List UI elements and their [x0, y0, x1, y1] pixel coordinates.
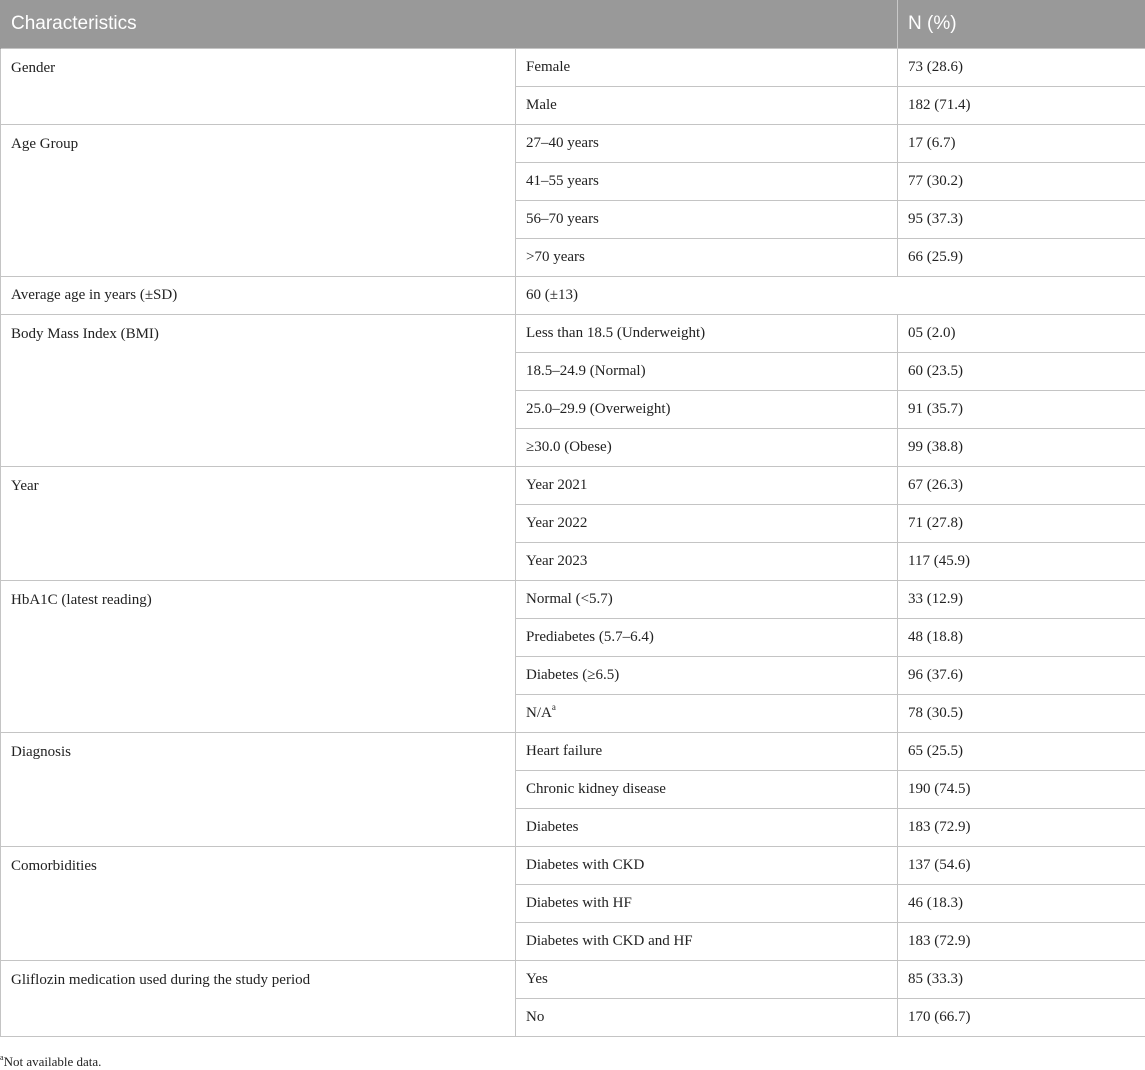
- value-cell: 78 (30.5): [898, 694, 1145, 732]
- subcategory-cell: Diabetes with HF: [516, 884, 898, 922]
- value-cell: 71 (27.8): [898, 504, 1145, 542]
- value-cell: 73 (28.6): [898, 48, 1145, 86]
- category-gliflozin: Gliflozin medication used during the study period: [1, 960, 516, 1036]
- subcategory-cell: Diabetes with CKD and HF: [516, 922, 898, 960]
- footnote-marker: a: [551, 702, 556, 712]
- value-cell: 85 (33.3): [898, 960, 1145, 998]
- value-cell: 170 (66.7): [898, 998, 1145, 1036]
- subcategory-cell: 41–55 years: [516, 162, 898, 200]
- table-row: [1, 314, 1145, 352]
- value-cell: 46 (18.3): [898, 884, 1145, 922]
- subcategory-cell: Year 2021: [516, 466, 898, 504]
- table-row: [1, 732, 1145, 770]
- category-diagnosis: Diagnosis: [1, 732, 516, 846]
- subcategory-cell: Year 2022: [516, 504, 898, 542]
- value-cell: 17 (6.7): [898, 124, 1145, 162]
- value-cell: 48 (18.8): [898, 618, 1145, 656]
- subcategory-cell: >70 years: [516, 238, 898, 276]
- value-cell: 95 (37.3): [898, 200, 1145, 238]
- table-row: [1, 846, 1145, 884]
- category-bmi: Body Mass Index (BMI): [1, 314, 516, 466]
- header-characteristics: Characteristics: [1, 0, 898, 48]
- subcategory-cell: 27–40 years: [516, 124, 898, 162]
- category-year: Year: [1, 466, 516, 580]
- category-comorbidities: Comorbidities: [1, 846, 516, 960]
- value-cell: 182 (71.4): [898, 86, 1145, 124]
- subcategory-cell: Male: [516, 86, 898, 124]
- value-cell: 96 (37.6): [898, 656, 1145, 694]
- value-cell: 183 (72.9): [898, 808, 1145, 846]
- subcategory-cell: No: [516, 998, 898, 1036]
- table-row: [1, 960, 1145, 998]
- na-label: N/A: [526, 705, 552, 721]
- value-cell: 33 (12.9): [898, 580, 1145, 618]
- category-age-group: Age Group: [1, 124, 516, 276]
- value-cell: 91 (35.7): [898, 390, 1145, 428]
- value-cell: 99 (38.8): [898, 428, 1145, 466]
- subcategory-cell: Less than 18.5 (Underweight): [516, 314, 898, 352]
- table-footnote: [0, 1054, 101, 1070]
- subcategory-cell: Female: [516, 48, 898, 86]
- subcategory-cell: ≥30.0 (Obese): [516, 428, 898, 466]
- footnote-text: Not available data.: [3, 1054, 102, 1069]
- table-row: [1, 48, 1145, 86]
- subcategory-cell: 56–70 years: [516, 200, 898, 238]
- subcategory-cell: Diabetes: [516, 808, 898, 846]
- subcategory-cell: Diabetes (≥6.5): [516, 656, 898, 694]
- table-row: [1, 276, 1145, 314]
- footnote-marker: a: [0, 1052, 4, 1062]
- subcategory-cell: Normal (<5.7): [516, 580, 898, 618]
- category-hba1c: HbA1C (latest reading): [1, 580, 516, 732]
- table-header-row: [1, 0, 1145, 48]
- value-cell: 190 (74.5): [898, 770, 1145, 808]
- subcategory-cell: 18.5–24.9 (Normal): [516, 352, 898, 390]
- subcategory-cell: Diabetes with CKD: [516, 846, 898, 884]
- table-row: [1, 466, 1145, 504]
- value-cell: 60 (23.5): [898, 352, 1145, 390]
- category-gender: Gender: [1, 48, 516, 124]
- value-cell: 66 (25.9): [898, 238, 1145, 276]
- subcategory-cell: Prediabetes (5.7–6.4): [516, 618, 898, 656]
- header-n-percent: N (%): [898, 0, 1145, 48]
- subcategory-cell: [516, 694, 898, 732]
- value-cell: 183 (72.9): [898, 922, 1145, 960]
- value-cell: 137 (54.6): [898, 846, 1145, 884]
- value-cell: 05 (2.0): [898, 314, 1145, 352]
- table-row: [1, 580, 1145, 618]
- value-cell: 77 (30.2): [898, 162, 1145, 200]
- subcategory-cell: Chronic kidney disease: [516, 770, 898, 808]
- value-cell: 60 (±13): [516, 276, 1145, 314]
- subcategory-cell: Yes: [516, 960, 898, 998]
- value-cell: 67 (26.3): [898, 466, 1145, 504]
- subcategory-cell: Heart failure: [516, 732, 898, 770]
- value-cell: 117 (45.9): [898, 542, 1145, 580]
- table-row: [1, 124, 1145, 162]
- subcategory-cell: Year 2023: [516, 542, 898, 580]
- subcategory-cell: 25.0–29.9 (Overweight): [516, 390, 898, 428]
- value-cell: 65 (25.5): [898, 732, 1145, 770]
- category-average-age: Average age in years (±SD): [1, 276, 516, 314]
